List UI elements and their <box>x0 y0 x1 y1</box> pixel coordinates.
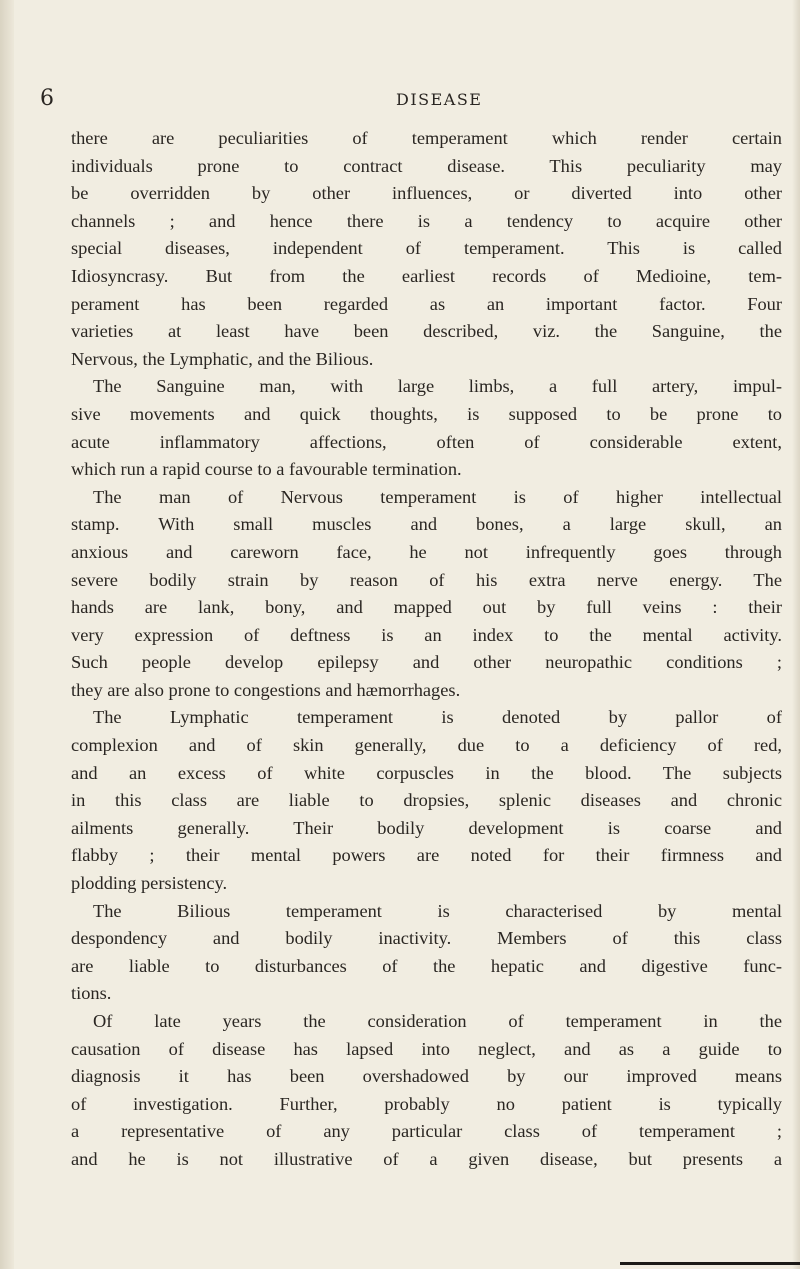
text-line: The Bilious temperament is characterised by mental <box>93 900 782 921</box>
text-line: flabby ; their mental powers are noted for their firmness and <box>71 845 782 866</box>
text-line: in this class are liable to dropsies, splenic diseases and chronic <box>71 790 782 811</box>
text-line: Of late years the consideration of temperament in the <box>93 1011 782 1031</box>
page-left-edge <box>0 0 14 1269</box>
text-line: very expression of deftness is an index to the mental activity. <box>71 624 782 645</box>
text-line: stamp. With small muscles and bones, a large skull, an <box>71 514 782 535</box>
text-line: and he is not illustrative of a given disease, but presents a <box>71 1148 782 1169</box>
text-line: perament has been regarded as an important factor. Four <box>71 293 782 314</box>
text-line: Nervous, the Lymphatic, and the Bilious. <box>71 348 374 369</box>
text-line: severe bodily strain by reason of his extra nerve energy. The <box>71 569 782 590</box>
text-line: and an excess of white corpuscles in the blood. The subjects <box>71 762 782 783</box>
running-head: DISEASE <box>396 90 483 109</box>
text-line: anxious and careworn face, he not infrequently goes through <box>71 541 782 562</box>
text-line: of investigation. Further, probably no patient is typically <box>71 1093 782 1114</box>
text-line: are liable to disturbances of the hepatic and digestive func- <box>71 955 782 976</box>
text-line: a representative of any particular class of temperament ; <box>71 1121 782 1142</box>
text-line: which run a rapid course to a favourable termination. <box>71 459 462 480</box>
text-line: despondency and bodily inactivity. Members of this class <box>71 928 782 949</box>
text-line: hands are lank, bony, and mapped out by full veins : their <box>71 597 782 618</box>
text-line: complexion and of skin generally, due to a deficiency of red, <box>71 735 782 756</box>
text-line: Idiosyncrasy. But from the earliest records of Medioine, tem- <box>71 265 782 286</box>
page-number: 6 <box>40 86 54 111</box>
text-line: The Lymphatic temperament is denoted by pallor of <box>93 707 782 728</box>
text-line: sive movements and quick thoughts, is supposed to be prone to <box>71 403 782 424</box>
text-line: they are also prone to congestions and hæmorrhages. <box>71 679 461 700</box>
text-line: there are peculiarities of temperament which render certain <box>71 128 782 148</box>
text-line: individuals prone to contract disease. This peculiarity may <box>71 155 782 176</box>
bottom-rule <box>620 1262 800 1265</box>
text-line: causation of disease has lapsed into neglect, and as a guide to <box>71 1038 782 1059</box>
text-line: plodding persistency. <box>71 873 228 894</box>
text-line: Such people develop epilepsy and other neuropathic conditions ; <box>71 652 782 673</box>
text-line: be overridden by other influences, or diverted into other <box>71 183 782 204</box>
text-line: channels ; and hence there is a tendency to acquire other <box>71 210 782 231</box>
text-line: acute inflammatory affections, often of considerable extent, <box>71 431 782 452</box>
body-text <box>71 125 782 1174</box>
text-line: tions. <box>71 983 112 1004</box>
text-line: The man of Nervous temperament is of higher intellectual <box>93 486 782 507</box>
page-header <box>40 86 780 116</box>
text-line: diagnosis it has been overshadowed by our improved means <box>71 1066 782 1087</box>
page-right-edge <box>792 0 800 1269</box>
text-line: varieties at least have been described, viz. the Sanguine, the <box>71 321 782 342</box>
text-line: ailments generally. Their bodily development is coarse and <box>71 817 782 838</box>
text-line: The Sanguine man, with large limbs, a full artery, impul- <box>93 376 782 397</box>
text-line: special diseases, independent of temperament. This is called <box>71 238 782 259</box>
